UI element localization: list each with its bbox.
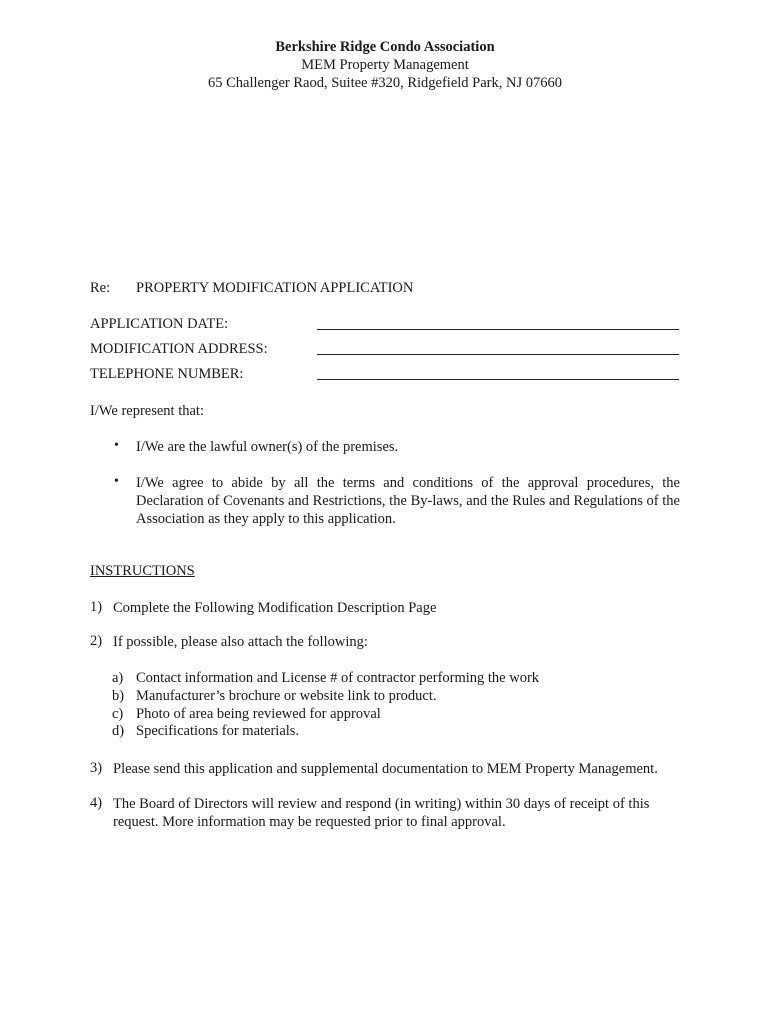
application-date-label: APPLICATION DATE: [90,316,229,332]
management-company: MEM Property Management [301,57,469,73]
instructions-heading: INSTRUCTIONS [90,563,195,579]
attachment-letter: c) [112,706,124,722]
represent-intro: I/We represent that: [90,403,204,419]
subject-label: Re: [90,280,111,296]
attachment-text: Contact information and License # of contractor performing the work [136,670,540,686]
telephone-number-field[interactable] [317,379,679,380]
attachment-letter: d) [112,723,125,739]
step-text: The Board of Directors will review and respond (in writing) within 30 days of receipt of this request. More information may be requested prior to final approval. [113,796,650,830]
attachment-letter: a) [112,670,124,686]
represent-bullet-2: I/We agree to abide by all the terms and conditions of the approval procedures, the Declaration of Covenants and Restrictions, the By-laws, and the Rules and Regulations of the Association as they apply to this application. [136,475,680,527]
modification-address-label: MODIFICATION ADDRESS: [90,341,268,357]
step-text: Please send this application and supplemental documentation to MEM Property Management. [113,761,658,777]
modification-address-field[interactable] [317,354,679,355]
attachment-text: Photo of area being reviewed for approval [136,706,381,722]
organization-name: Berkshire Ridge Condo Association [275,39,495,55]
subject-text: PROPERTY MODIFICATION APPLICATION [136,280,414,296]
attachment-letter: b) [112,688,125,704]
represent-bullet-1: I/We are the lawful owner(s) of the premises. [136,439,399,455]
attachment-text: Specifications for materials. [136,723,300,739]
management-address: 65 Challenger Raod, Suitee #320, Ridgefield Park, NJ 07660 [208,75,562,91]
step-number: 4) [90,795,103,811]
attachment-text: Manufacturer’s brochure or website link to product. [136,688,437,704]
bullet-icon: • [114,438,119,453]
step-text: If possible, please also attach the following: [113,634,368,650]
step-text: Complete the Following Modification Description Page [113,600,437,616]
application-date-field[interactable] [317,329,679,330]
step-number: 2) [90,633,103,649]
step-number: 3) [90,760,103,776]
telephone-number-label: TELEPHONE NUMBER: [90,366,244,382]
step-number: 1) [90,599,103,615]
bullet-icon: • [114,474,119,489]
